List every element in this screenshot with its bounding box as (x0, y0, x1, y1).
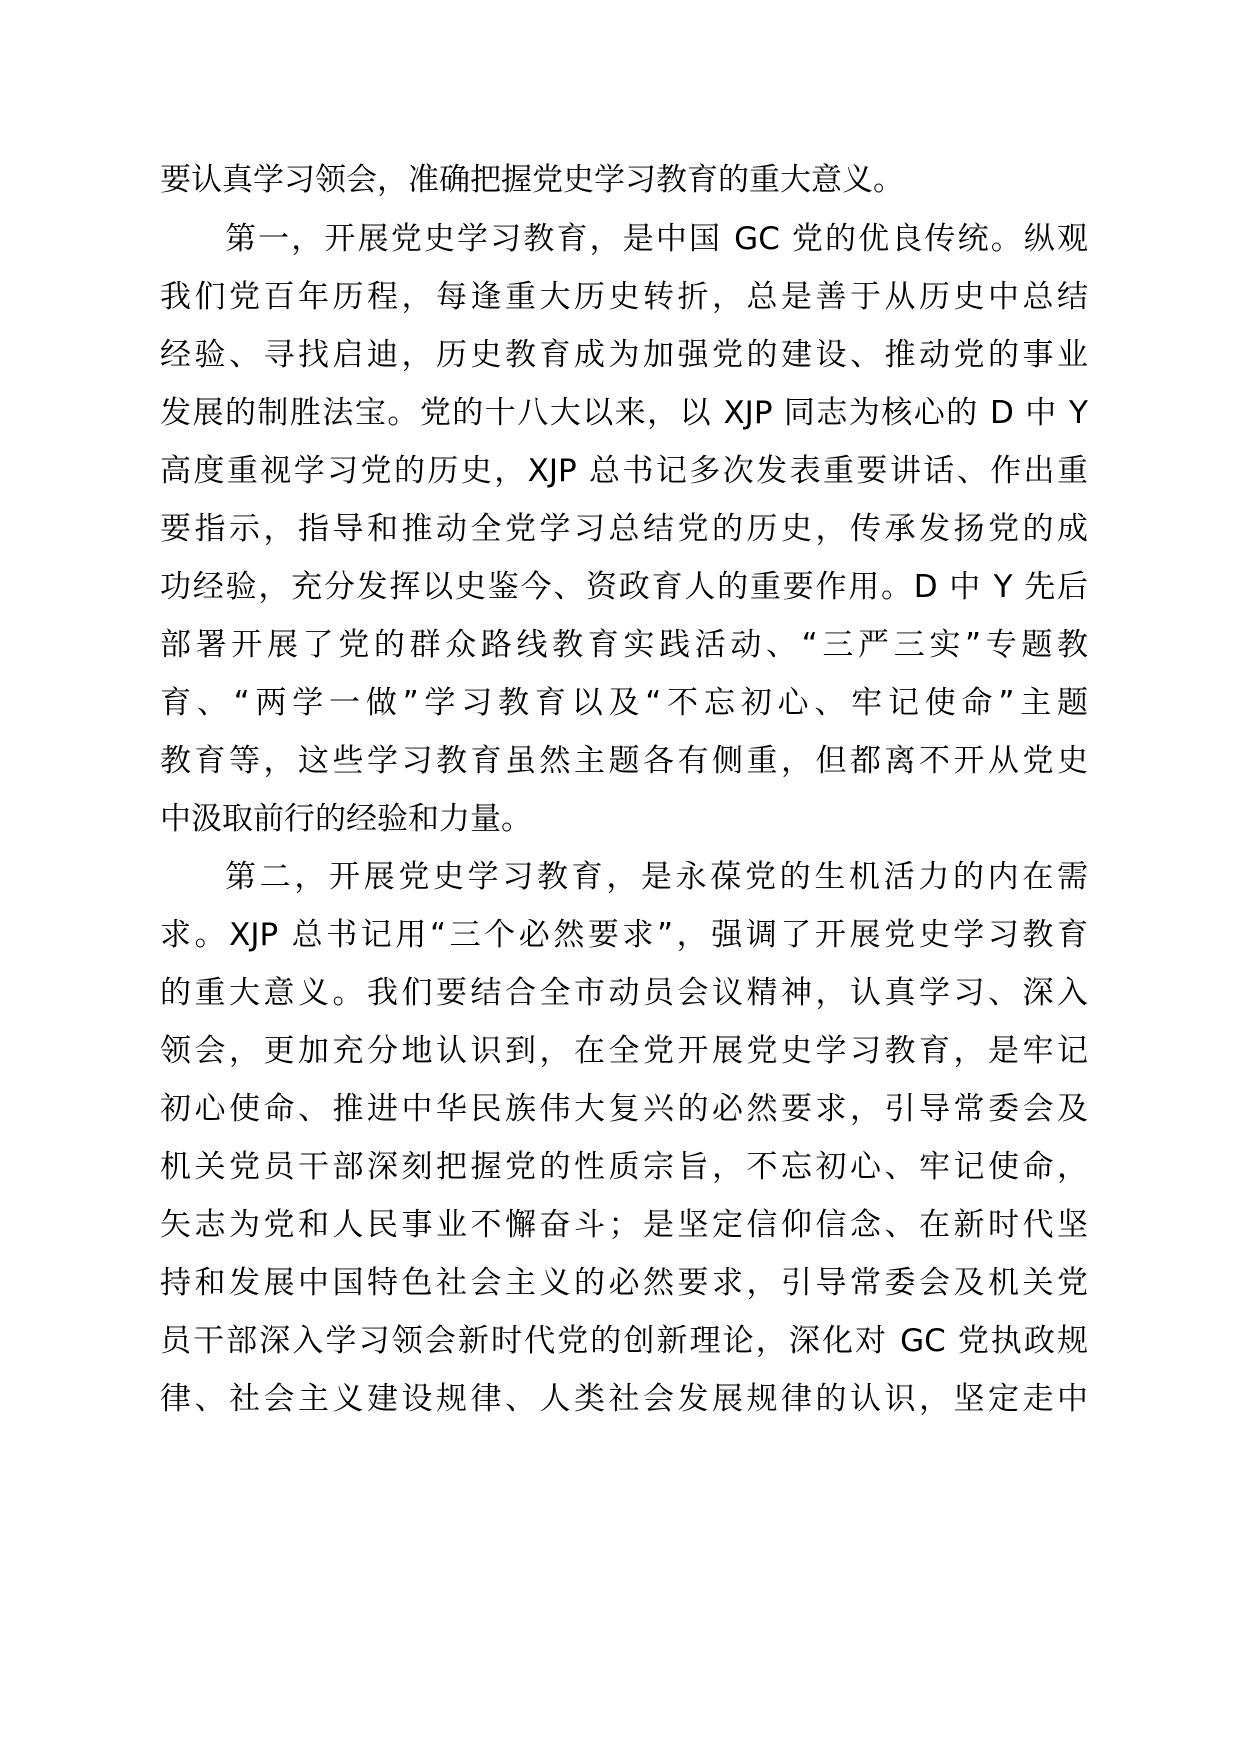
text-line: 中汲取前行的经验和力量。 (160, 801, 532, 837)
text-line: 我们党百年历程，每逢重大历史转折，总是善于从历史中总结 (160, 279, 1088, 315)
text-line: 领会，更加充分地认识到，在全党开展党史学习教育，是牢记 (160, 1033, 1088, 1069)
text-line: 律、社会主义建设规律、人类社会发展规律的认识，坚定走中 (160, 1381, 1088, 1417)
text-line: 初心使命、推进中华民族伟大复兴的必然要求，引导常委会及 (160, 1091, 1088, 1127)
text-line: 的重大意义。我们要结合全市动员会议精神，认真学习、深入 (160, 975, 1088, 1011)
text-line: 功经验，充分发挥以史鉴今、资政育人的重要作用。D 中 Y 先后 (160, 569, 1088, 605)
text-line: 求。XJP 总书记用“三个必然要求”，强调了开展党史学习教育 (160, 917, 1088, 953)
text-line: 矢志为党和人民事业不懈奋斗；是坚定信仰信念、在新时代坚 (160, 1207, 1088, 1243)
text-line: 经验、寻找启迪，历史教育成为加强党的建设、推动党的事业 (160, 337, 1088, 373)
text-line: 部署开展了党的群众路线教育实践活动、“三严三实”专题教 (160, 627, 1088, 663)
paragraph-first-line: 第一，开展党史学习教育，是中国 GC 党的优良传统。纵观 (225, 221, 1088, 257)
text-line: 要认真学习领会，准确把握党史学习教育的重大意义。 (160, 162, 904, 198)
paragraph-first-line: 第二，开展党史学习教育，是永葆党的生机活力的内在需 (225, 859, 1088, 895)
text-line: 机关党员干部深刻把握党的性质宗旨，不忘初心、牢记使命， (160, 1149, 1088, 1185)
text-line: 发展的制胜法宝。党的十八大以来，以 XJP 同志为核心的 D 中 Y (160, 395, 1088, 431)
text-line: 持和发展中国特色社会主义的必然要求，引导常委会及机关党 (160, 1265, 1088, 1301)
text-line: 员干部深入学习领会新时代党的创新理论，深化对 GC 党执政规 (160, 1323, 1088, 1359)
text-line: 教育等，这些学习教育虽然主题各有侧重，但都离不开从党史 (160, 743, 1088, 779)
text-line: 高度重视学习党的历史，XJP 总书记多次发表重要讲话、作出重 (160, 453, 1088, 489)
text-line: 育、“两学一做”学习教育以及“不忘初心、牢记使命”主题 (160, 685, 1088, 721)
text-line: 要指示，指导和推动全党学习总结党的历史，传承发扬党的成 (160, 511, 1088, 547)
